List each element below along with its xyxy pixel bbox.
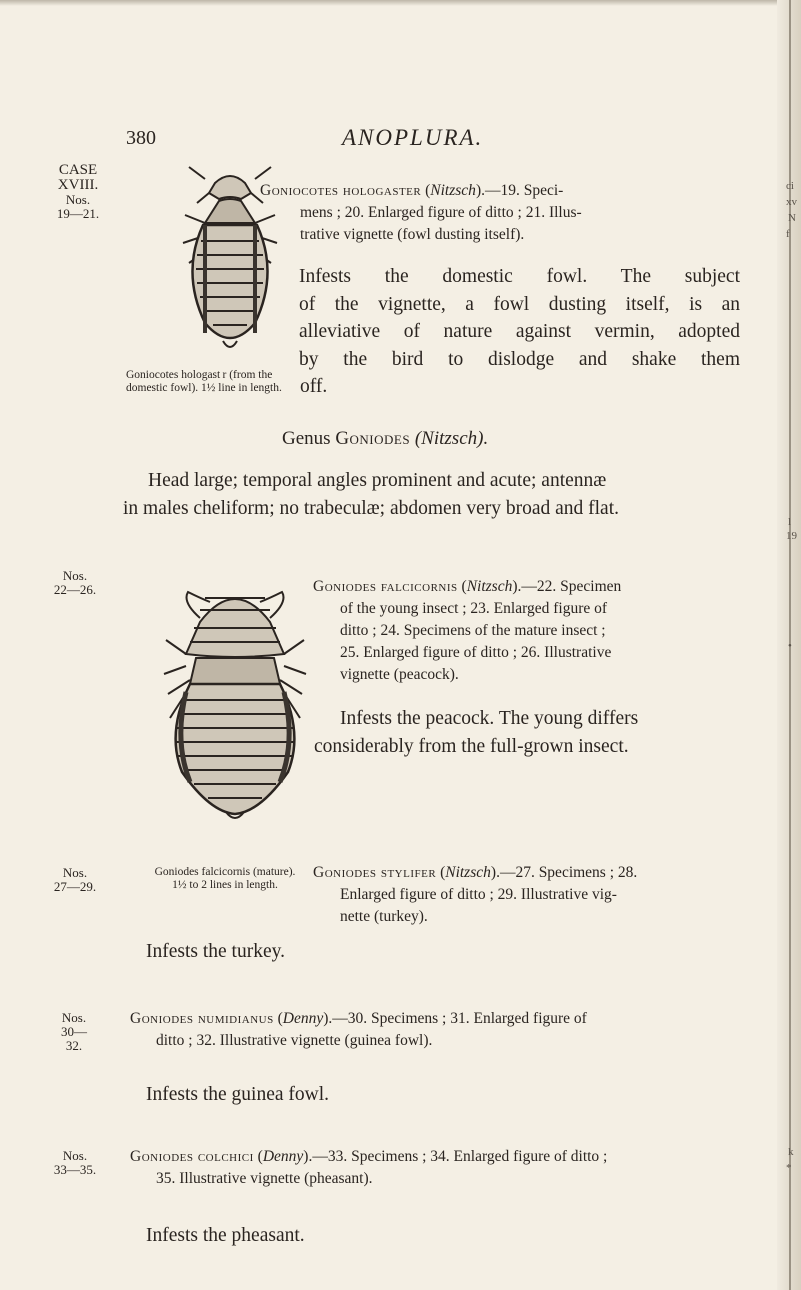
- goniodes-falcicornis-illustration: [160, 562, 310, 862]
- margin-case-number: XVIII.: [57, 177, 99, 193]
- gutter-mark: *: [786, 1162, 792, 1174]
- numidianus-line2: ditto ; 32. Illustrative vignette (guinea fowl).: [156, 1032, 433, 1049]
- goniocotes-caption-line1: Goniocotes hologast r (from the: [126, 369, 273, 381]
- goniocotes-para-last: off.: [300, 376, 328, 397]
- goniocotes-para-line: Infests the domestic fowl. The subject: [299, 266, 740, 287]
- falcicornis-entry: Goniodes falcicornis (Nitzsch).—22. Specimen of the young insect ; 23. Enlarged figure of ditto ; 24. Specimens of the mature insect ; 25. Enlarged figure of ditto ; 26. Illustrative vignette (peacock).: [340, 576, 740, 686]
- numidianus-authority: Denny: [282, 1010, 324, 1027]
- falcicornis-para-line: Infests the peacock. The young differs: [340, 708, 639, 729]
- stylifer-entry: Goniodes stylifer (Nitzsch).—27. Specimens ; 28. Enlarged figure of ditto ; 29. Illustrative vig- nette (turkey).: [340, 862, 760, 928]
- page-number: 380: [126, 127, 156, 149]
- margin-nos-label: Nos.: [62, 1148, 88, 1163]
- numidianus-line1-tail: .—30. Specimens ; 31. Enlarged figure of: [328, 1010, 587, 1027]
- genus-desc-line: Head large; temporal angles prominent and acute; antennæ: [148, 470, 607, 491]
- gutter-mark: xv: [786, 196, 797, 208]
- margin-nos-range: 19—21.: [56, 206, 100, 221]
- margin-nos-33-35: [52, 1149, 98, 1177]
- goniocotes-caption: [126, 369, 316, 395]
- numidianus-entry: Goniodes numidianus (Denny).—30. Specimens ; 31. Enlarged figure of ditto ; 32. Illustrative vignette (guinea fowl).: [130, 1008, 750, 1052]
- stylifer-line1-tail: .—27. Specimens ; 28.: [496, 864, 638, 881]
- colchici-authority: Denny: [262, 1148, 304, 1165]
- genus-authority: (Nitzsch).: [414, 428, 489, 449]
- falcicornis-caption-line1: Goniodes falcicornis (mature).: [154, 866, 296, 878]
- gutter-mark: N: [788, 212, 796, 224]
- margin-nos-30-32: [54, 1011, 94, 1053]
- falcicornis-line: ditto ; 24. Specimens of the mature insect ;: [340, 622, 606, 639]
- goniocotes-species-name: Goniocotes hologaster: [260, 182, 422, 199]
- margin-nos-label: Nos.: [65, 192, 91, 207]
- gutter-mark: k: [788, 1146, 794, 1158]
- goniocotes-paragraph: [300, 263, 740, 373]
- goniocotes-authority: Nitzsch: [430, 182, 476, 199]
- gutter-mark: ci: [786, 180, 794, 192]
- running-title: ANOPLURA.: [342, 125, 484, 150]
- numidianus-species-name: Goniodes numidianus: [130, 1010, 274, 1027]
- falcicornis-paragraph: [314, 705, 734, 760]
- colchici-line1-tail: .—33. Specimens ; 34. Enlarged figure of ditto ;: [308, 1148, 608, 1165]
- colchici-entry: Goniodes colchici (Denny).—33. Specimens ; 34. Enlarged figure of ditto ; 35. Illustrative vignette (pheasant).: [130, 1146, 760, 1190]
- genus-description: [123, 467, 746, 522]
- goniocotes-para-line: by the bird to dislodge and shake them: [299, 348, 740, 370]
- goniocotes-line3: trative vignette (fowl dusting itself).: [300, 226, 525, 243]
- falcicornis-line: vignette (peacock).: [340, 666, 459, 683]
- margin-case-note: [52, 163, 104, 221]
- colchici-infests: Infests the pheasant.: [146, 1225, 305, 1246]
- stylifer-infests: Infests the turkey.: [146, 941, 285, 962]
- goniocotes-entry: Goniocotes hologaster (Nitzsch).—19. Speci- mens ; 20. Enlarged figure of ditto ; 21. Illus- trative vignette (fowl dusting itself).: [302, 180, 732, 246]
- colchici-line2: 35. Illustrative vignette (pheasant).: [156, 1170, 373, 1187]
- stylifer-line3: nette (turkey).: [340, 908, 428, 925]
- margin-nos-label: Nos.: [61, 1010, 87, 1025]
- stylifer-line2: Enlarged figure of ditto ; 29. Illustrative vig-: [340, 886, 617, 903]
- stylifer-authority: Nitzsch: [445, 864, 491, 881]
- falcicornis-caption-line2: 1½ to 2 lines in length.: [172, 879, 278, 891]
- gutter-mark: •: [788, 640, 792, 652]
- margin-nos-27-29: [52, 866, 98, 894]
- page-top-edge: [0, 0, 801, 6]
- margin-nos-22-26: [52, 569, 98, 597]
- goniocotes-line2: mens ; 20. Enlarged figure of ditto ; 21. Illus-: [300, 204, 582, 221]
- margin-nos-range: 27—29.: [53, 879, 97, 894]
- gutter-mark: l: [788, 516, 792, 528]
- margin-case-label: CASE: [58, 162, 98, 178]
- colchici-species-name: Goniodes colchici: [130, 1148, 254, 1165]
- margin-nos-range: 33—35.: [53, 1162, 97, 1177]
- margin-nos-label: Nos.: [62, 568, 88, 583]
- gutter-mark: f: [786, 228, 790, 240]
- falcicornis-caption: [140, 866, 310, 892]
- stylifer-species-name: Goniodes stylifer: [313, 864, 437, 881]
- numidianus-infests: Infests the guinea fowl.: [146, 1084, 330, 1105]
- goniocotes-para-line: of the vignette, a fowl dusting itself, is an: [299, 293, 740, 315]
- genus-name: Goniodes: [335, 428, 411, 449]
- margin-nos-range: 30—32.: [61, 1024, 87, 1053]
- falcicornis-authority: Nitzsch: [466, 578, 513, 595]
- goniocotes-line1-tail: .—19. Speci-: [481, 182, 564, 199]
- falcicornis-line: of the young insect ; 23. Enlarged figure of: [340, 600, 608, 617]
- goniocotes-para-line: alleviative of nature against vermin, adopted: [299, 321, 740, 342]
- falcicornis-line1-tail: .—22. Specimen: [517, 578, 622, 595]
- margin-nos-label: Nos.: [62, 865, 88, 880]
- genus-desc-line: in males cheliform; no trabeculæ; abdomen very broad and flat.: [123, 497, 620, 519]
- falcicornis-para-line: considerably from the full-grown insect.: [314, 735, 629, 757]
- genus-heading: [282, 428, 488, 450]
- genus-prefix: Genus: [282, 428, 331, 449]
- margin-nos-range: 22—26.: [53, 582, 97, 597]
- gutter-mark: 19: [786, 530, 797, 542]
- falcicornis-species-name: Goniodes falcicornis: [313, 578, 458, 595]
- falcicornis-line: 25. Enlarged figure of ditto ; 26. Illustrative: [340, 644, 612, 661]
- goniocotes-caption-line2: domestic fowl). 1½ line in length.: [126, 382, 282, 394]
